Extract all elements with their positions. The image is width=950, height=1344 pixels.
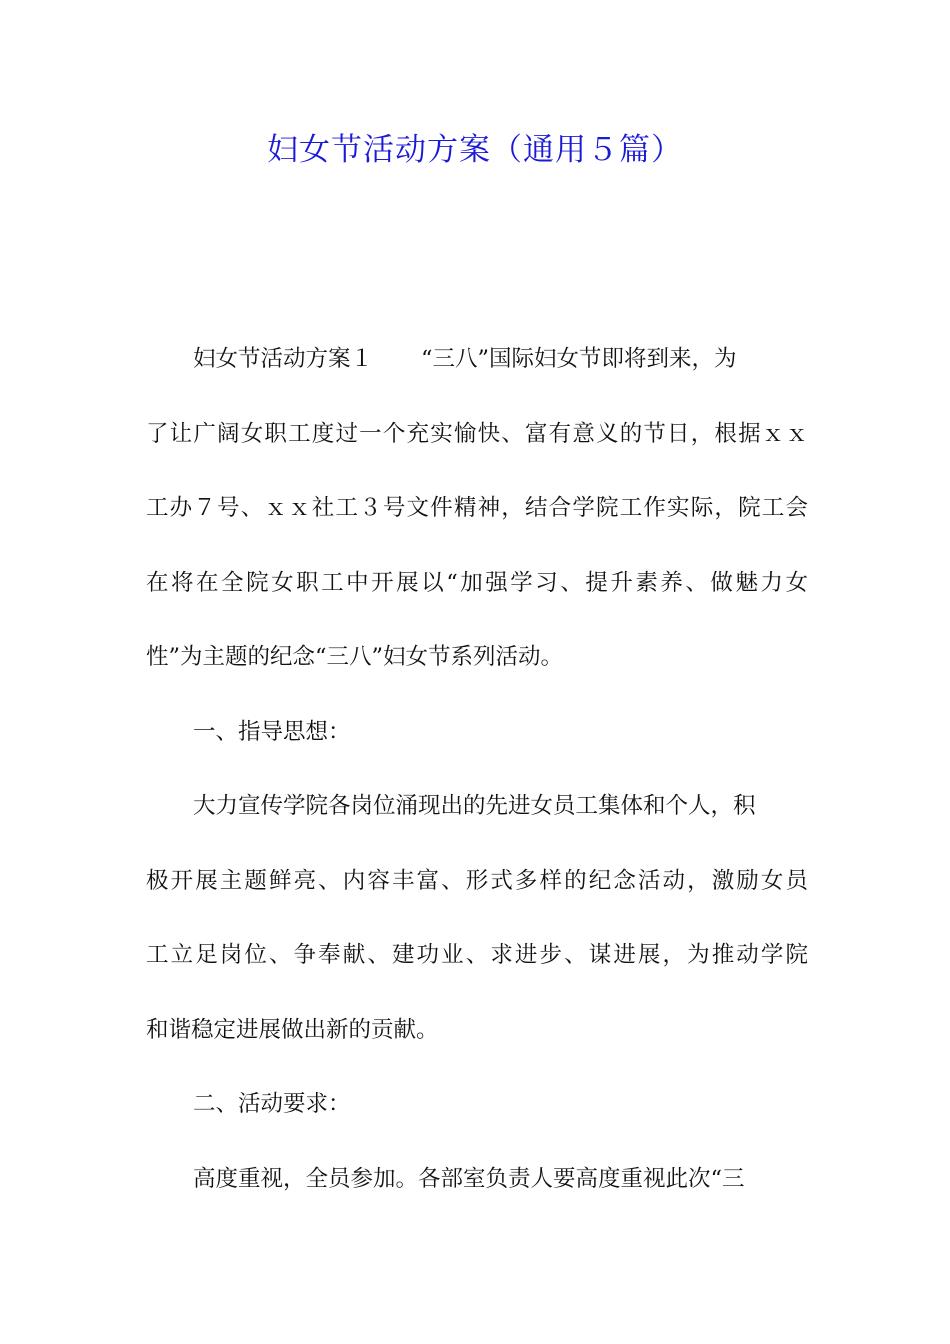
section-heading-guiding-thought: 一、指导思想：	[193, 718, 351, 745]
text-line-3: 工办７号、ｘｘ社工３号文件精神，结合学院工作实际，院工会	[146, 495, 808, 521]
document-body	[146, 338, 808, 1232]
text-line-9: 工立足岗位、争奉献、建功业、求进步、谋进展，为推动学院	[146, 942, 808, 968]
text-line-1	[146, 338, 808, 413]
text-line-1-body: “三八”国际妇女节即将到来，为	[421, 346, 737, 372]
text-line-8: 极开展主题鲜亮、内容丰富、形式多样的纪念活动，激励女员	[146, 867, 808, 894]
text-line-7: 大力宣传学院各岗位涌现出的先进女员工集体和个人，积	[193, 793, 756, 819]
text-line-2: 了让广阔女职工度过一个充实愉快、富有意义的节日，根据ｘｘ	[146, 420, 808, 447]
section-heading-activity-requirements: 二、活动要求：	[193, 1091, 351, 1117]
text-line-12: 高度重视，全员参加。各部室负责人要高度重视此次“三	[193, 1165, 745, 1192]
text-line-10: 和谐稳定进展做出新的贡献。	[146, 1016, 439, 1043]
text-line-5: 性”为主题的纪念“三八”妇女节系列活动。	[146, 644, 564, 670]
text-line-1-heading: 妇女节活动方案１	[193, 346, 374, 372]
text-line-4: 在将在全院女职工中开展以“加强学习、提升素养、做魅力女	[146, 569, 808, 596]
document-title: 妇女节活动方案（通用５篇）	[267, 132, 683, 168]
